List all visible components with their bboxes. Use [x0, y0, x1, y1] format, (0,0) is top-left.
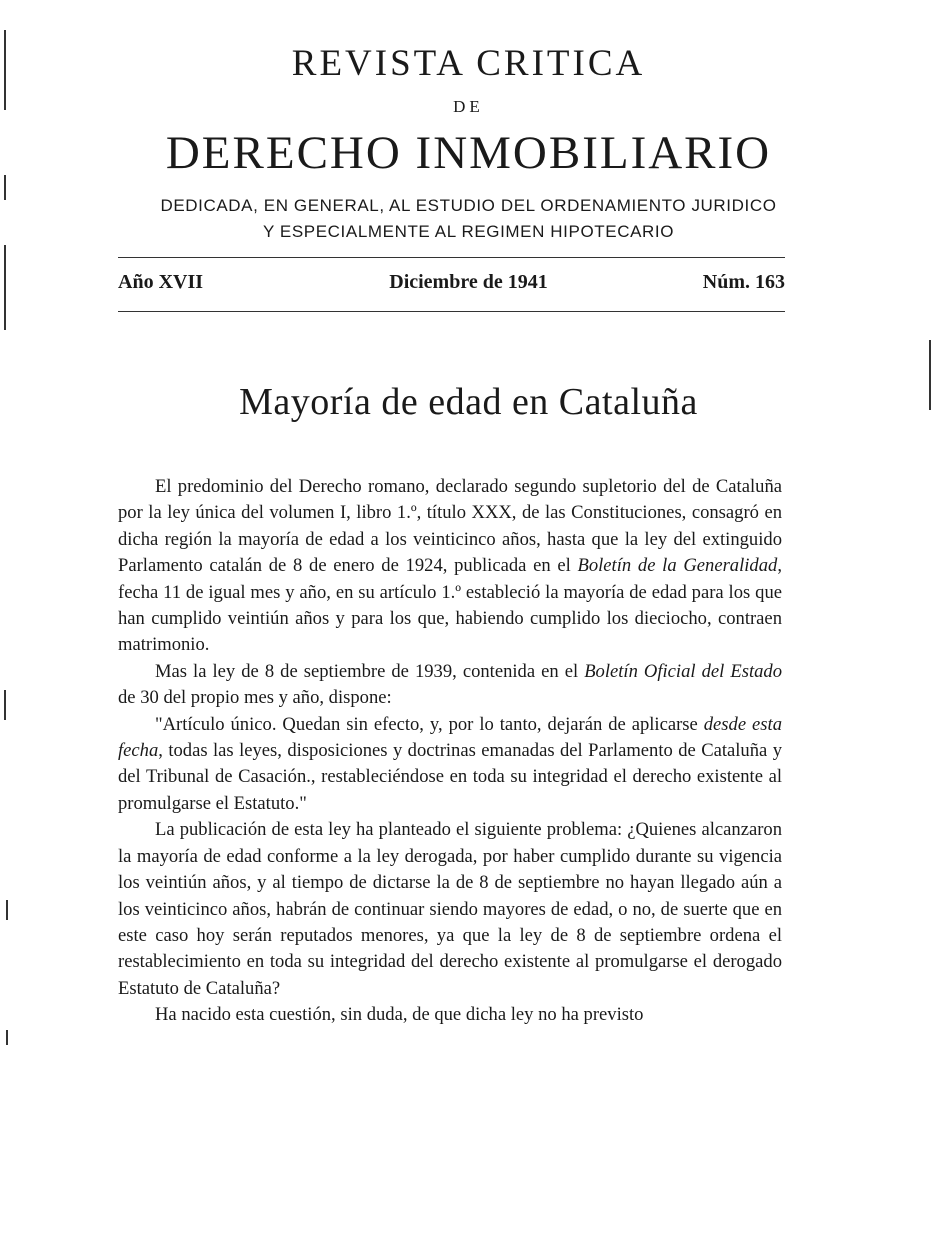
- paragraph-1-italic: Boletín de la Generalidad: [577, 555, 778, 577]
- scan-edge-mark: [4, 175, 6, 200]
- scan-edge-mark: [4, 690, 6, 720]
- paragraph-5: Ha nacido esta cuestión, sin duda, de que dicha ley no ha previsto: [155, 1004, 644, 1026]
- issue-date: Diciembre de 1941: [389, 271, 548, 293]
- masthead-subtitle-line2: Y ESPECIALMENTE AL REGIMEN HIPOTECARIO: [262, 222, 675, 241]
- scan-edge-mark: [4, 245, 6, 330]
- masthead-subtitle-line1: DEDICADA, EN GENERAL, AL ESTUDIO DEL ORDENAMIENTO JURIDICO: [160, 196, 777, 215]
- scan-edge-mark: [6, 1030, 8, 1045]
- paragraph-2-text-a: Mas la ley de 8 de septiembre de 1939, contenida en el: [155, 660, 585, 682]
- paragraph-3-italic: desde esta fecha: [118, 713, 782, 762]
- paragraph-1: [118, 474, 782, 659]
- scan-edge-mark: [929, 340, 931, 410]
- masthead-title-line2: DERECHO INMOBILIARIO: [165, 127, 772, 179]
- article-title: Mayoría de edad en Cataluña: [239, 381, 698, 423]
- paragraph-1-text-a: El predominio del Derecho romano, declarado segundo supletorio del de Cataluña por la ley única del volumen I, libro 1.º, título XXX, de las Constituciones, consagró en dicha región la mayoría de edad a los veinticinco años, hasta que la ley del extinguido Parlamento catalán de 8 de enero de 1924, publicada en el: [118, 476, 782, 577]
- paragraph-2-text-b: de 30 del propio mes y año, dispone:: [118, 687, 392, 709]
- masthead-title-line1: REVISTA CRITICA: [291, 43, 646, 84]
- issue-number: Núm. 163: [702, 271, 785, 293]
- issue-year: Año XVII: [118, 271, 204, 293]
- paragraph-2: [118, 659, 782, 712]
- paragraph-4: La publicación de esta ley ha planteado el siguiente problema: ¿Quienes alcanzaron la mayoría de edad conforme a la ley derogada, por haber cumplido durante su vigencia los veintiún años, y al tiempo de dictarse la de 8 de septiembre no hayan llegado aún a los veinticinco años, habrán de continuar siendo mayores de edad, o no, de suerte que en este caso hoy serán reputados menores, ya que la ley de 8 de septiembre ordena el restablecimiento en toda su integridad del derecho existente al promulgarse el derogado Estatuto de Cataluña?: [118, 819, 782, 999]
- paragraph-2-italic: Boletín Oficial del Estado: [584, 660, 783, 682]
- paragraph-3-text-a: "Artículo único. Quedan sin efecto, y, por lo tanto, dejarán de aplicarse: [155, 713, 704, 735]
- scan-edge-mark: [4, 30, 6, 110]
- paragraph-3-text-b: , todas las leyes, disposiciones y doctrinas emanadas del Parlamento de Cataluña y del Tribunal de Casación., restableciéndose en toda su integridad el derecho existente al promulgarse el Estatuto.": [118, 740, 782, 814]
- masthead-de: DE: [453, 97, 484, 116]
- scan-edge-mark: [6, 900, 8, 920]
- paragraph-1-text-b: , fecha 11 de igual mes y año, en su artículo 1.º estableció la mayoría de edad para los que han cumplido veintiún años y para los que, habiendo cumplido los dieciocho, contraen matrimonio.: [118, 555, 782, 656]
- article-body: [118, 474, 782, 1029]
- paragraph-3: [118, 712, 782, 818]
- header-rule-top: [118, 257, 785, 258]
- header-rule-bottom: [118, 311, 785, 312]
